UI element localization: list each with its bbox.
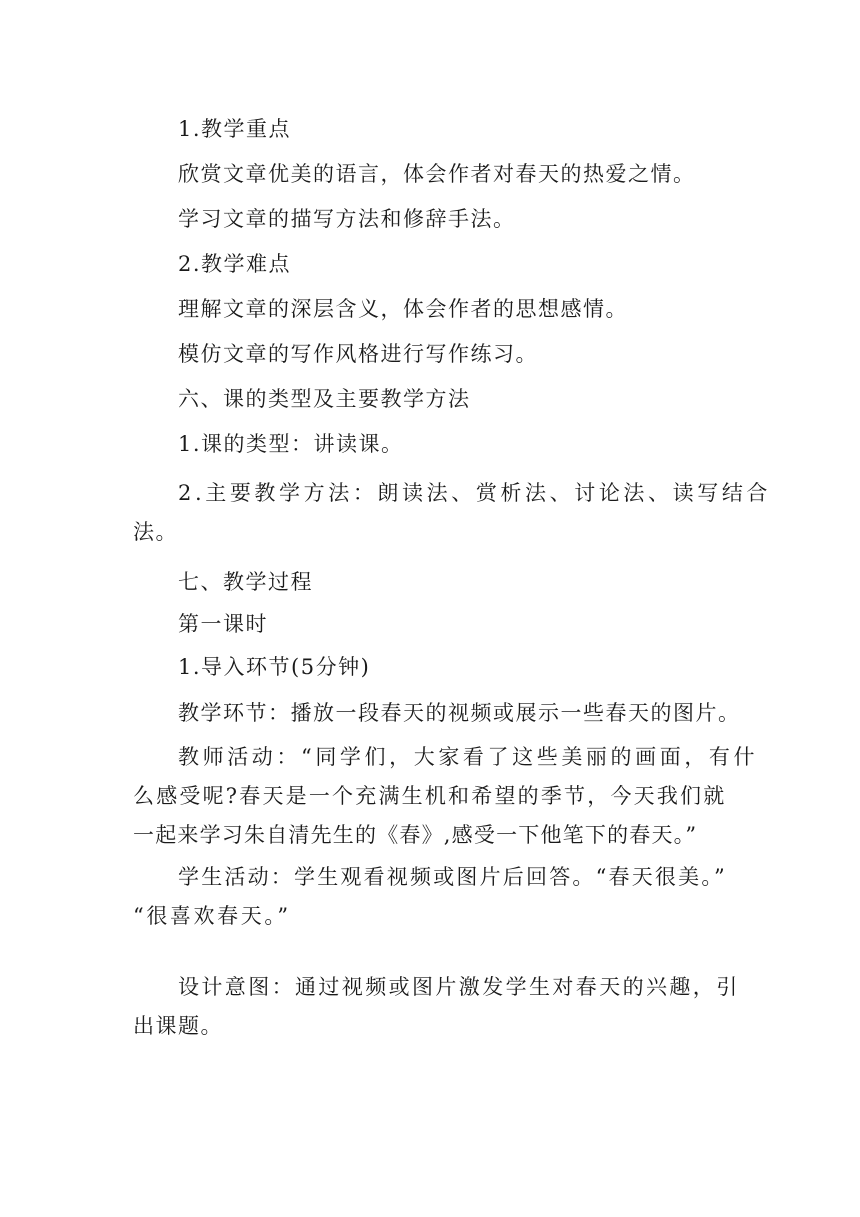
- paragraph-difficulty-2: 模仿文章的写作风格进行写作练习。: [178, 342, 538, 366]
- paragraph-difficulty-1: 理解文章的深层含义，体会作者的思想感情。: [178, 297, 628, 321]
- heading-introduction: 1.导入环节(5分钟): [178, 655, 371, 679]
- heading-section-seven: 七、教学过程: [178, 570, 313, 594]
- heading-teaching-focus: 1.教学重点: [178, 117, 292, 141]
- paragraph-teaching-step: 教学环节：播放一段春天的视频或展示一些春天的图片。: [178, 701, 741, 725]
- heading-first-lesson: 第一课时: [178, 612, 268, 636]
- paragraph-focus-1: 欣赏文章优美的语言，体会作者对春天的热爱之情。: [178, 162, 696, 186]
- teacher-line-3: 一起来学习朱自清先生的《春》,感受一下他笔下的春天。”: [133, 823, 698, 847]
- heading-section-six: 六、课的类型及主要教学方法: [178, 387, 471, 411]
- design-line-1: 设计意图：通过视频或图片激发学生对春天的兴趣，引: [178, 975, 740, 999]
- heading-teaching-difficulty: 2.教学难点: [178, 252, 292, 276]
- paragraph-student-activity: [133, 858, 733, 936]
- paragraph-lesson-type: 1.课的类型：讲读课。: [178, 432, 404, 456]
- student-line-1: 学生活动：学生观看视频或图片后回答。“春天很美。”: [178, 865, 727, 889]
- paragraph-design-intent: [133, 968, 740, 1046]
- paragraph-teaching-methods: [133, 474, 772, 552]
- paragraph-teacher-activity: [133, 738, 759, 855]
- teacher-line-2: 么感受呢?春天是一个充满生机和希望的季节，今天我们就: [133, 784, 727, 808]
- methods-line-1: 2.主要教学方法：朗读法、赏析法、讨论法、读写结合: [178, 481, 772, 505]
- student-line-2: “很喜欢春天。”: [133, 904, 291, 928]
- design-line-2: 出课题。: [133, 1014, 223, 1038]
- paragraph-focus-2: 学习文章的描写方法和修辞手法。: [178, 207, 516, 231]
- teacher-line-1: 教师活动：“同学们，大家看了这些美丽的画面，有什: [178, 745, 759, 769]
- methods-line-2: 法。: [133, 520, 178, 544]
